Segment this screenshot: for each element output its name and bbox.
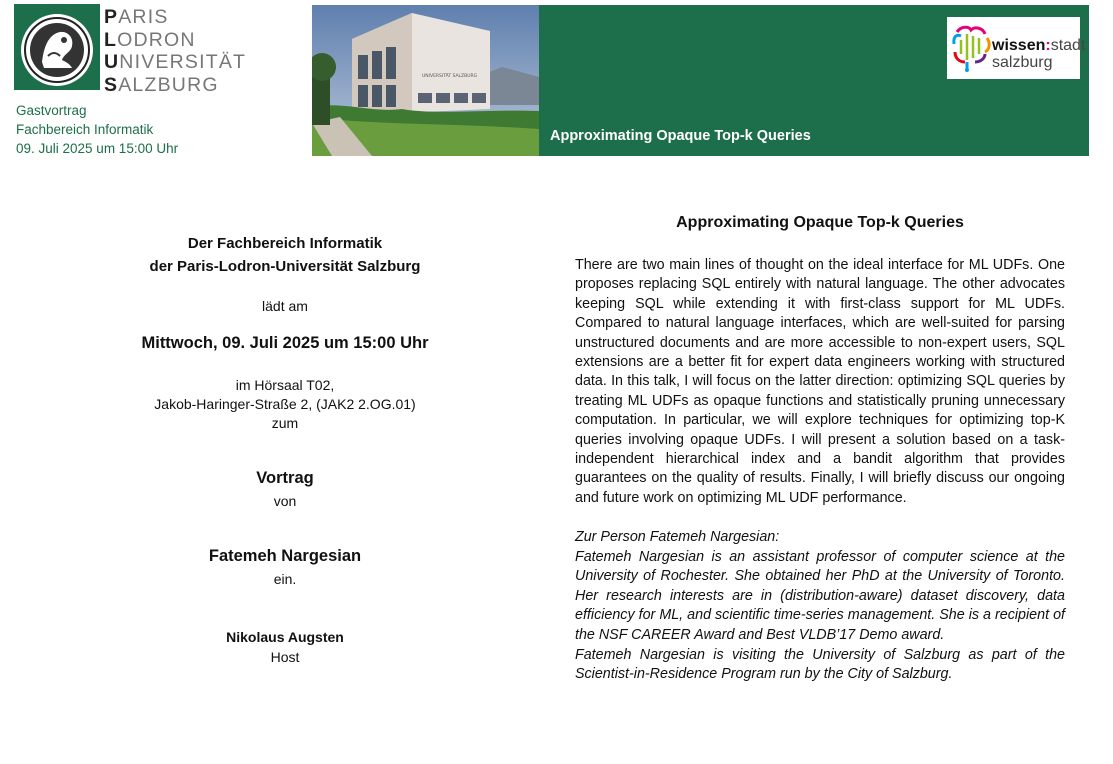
inviter-line-2: der Paris-Lodron-Universität Salzburg bbox=[149, 258, 421, 275]
wissenstadt-logo: wissen:stadt salzburg bbox=[947, 17, 1080, 79]
in-text: ein. bbox=[273, 571, 297, 587]
meta-department: Fachbereich Informatik bbox=[16, 122, 154, 137]
host-name: Nikolaus Augsten bbox=[226, 629, 344, 645]
event-date: Mittwoch, 09. Juli 2025 um 15:00 Uhr bbox=[141, 334, 429, 352]
event-type: Vortrag bbox=[256, 469, 314, 487]
to-text: zum bbox=[271, 415, 299, 431]
university-name-line-1: PARIS bbox=[104, 6, 169, 28]
banner-title: Approximating Opaque Top-k Queries bbox=[550, 128, 811, 144]
meta-date: 09. Juli 2025 um 15:00 Uhr bbox=[16, 141, 179, 156]
event-meta bbox=[16, 101, 178, 158]
title-banner bbox=[539, 5, 1089, 156]
room-text: im Hörsaal T02, bbox=[235, 377, 335, 393]
address-text: Jakob-Haringer-Straße 2, (JAK2 2.OG.01) bbox=[154, 396, 416, 412]
talk-abstract: There are two main lines of thought on the ideal interface for ML UDFs. One proposes replacing SQL entirely with natural language. The other advocates keeping SQL while extending it with first-class support for ML UDFs. Compared to natural language interfaces, which are well-suited for parsing unstructured documents and are more accessible to non-expert users, SQL extensions are a better fit for expert data engineers working with structured data. In this talk, I will focus on the latter direction: optimizing SQL queries by treating ML UDFs as opaque functions and statistically pruning unnecessary computation. In particular, we will explore techniques for optimizing top-K queries involving opaque UDFs. I will present a solution based on a task-independent hierarchical index and a bandit algorithm that provides guarantees on the quality of results. Finally, I will briefly discuss our ongoing and future work on optimizing ML UDF performance. bbox=[575, 257, 1065, 506]
bio-heading: Zur Person Fatemeh Nargesian: bbox=[575, 529, 780, 545]
speaker-bio bbox=[575, 528, 1065, 685]
brain-icon bbox=[951, 24, 991, 72]
talk-title: Approximating Opaque Top-k Queries bbox=[676, 214, 964, 231]
bio-visit: Fatemeh Nargesian is visiting the University of Salzburg as part of the Scientist-in-Residence Program run by the City of Salzburg. bbox=[575, 646, 1065, 683]
svg-text:UNIVERSITÄT SALZBURG: UNIVERSITÄT SALZBURG bbox=[422, 74, 478, 79]
meta-event-type: Gastvortrag bbox=[16, 103, 87, 118]
university-name-line-3: UNIVERSITÄT bbox=[104, 51, 247, 73]
university-seal-icon bbox=[14, 4, 100, 90]
inviter-line-1: Der Fachbereich Informatik bbox=[187, 235, 383, 252]
speaker-name: Fatemeh Nargesian bbox=[208, 547, 362, 565]
university-name-line-4: SALZBURG bbox=[104, 73, 219, 96]
invites-text: lädt am bbox=[262, 298, 308, 314]
building-photo bbox=[312, 5, 539, 156]
host-role: Host bbox=[270, 649, 300, 665]
university-name-line-2: LODRON bbox=[104, 28, 196, 51]
by-text: von bbox=[273, 493, 297, 509]
bio-text: Fatemeh Nargesian is an assistant professor of computer science at the University of Rochester. She obtained her PhD at the University of Toronto. Her research interests are in (distribution-aware) dataset discovery, data efficiency for ML, and scientific time-series management. She is a recipient of the NSF CAREER Award and Best VLDB’17 Demo award. bbox=[575, 548, 1065, 643]
